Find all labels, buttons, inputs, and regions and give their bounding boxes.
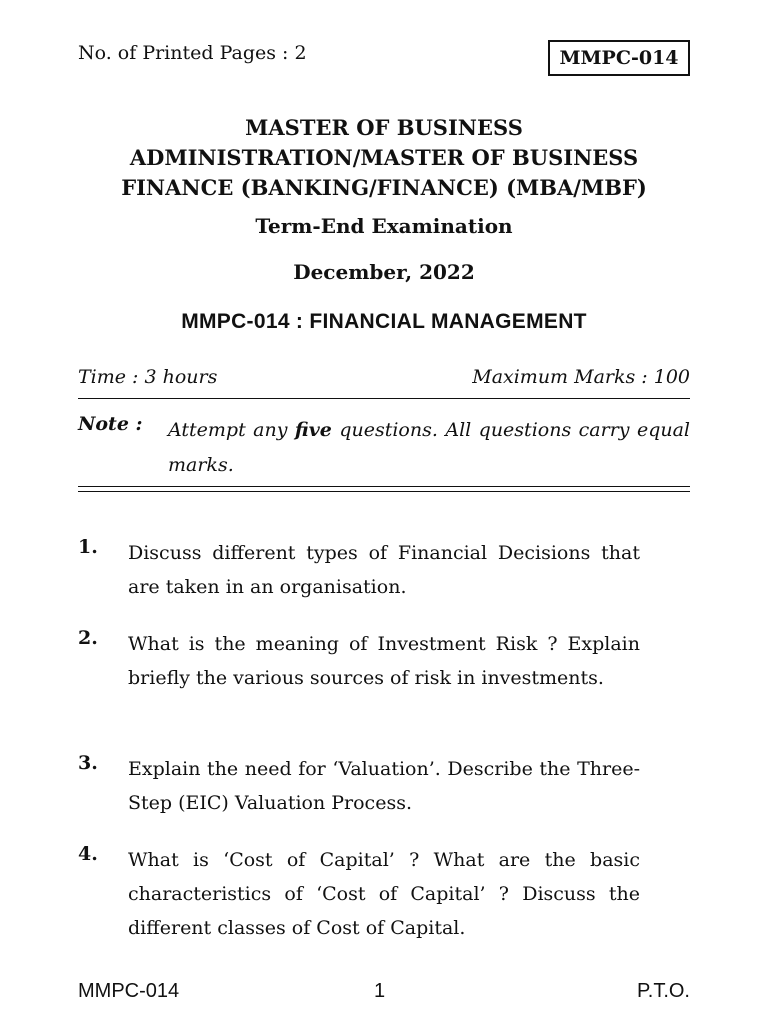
maximum-marks: Maximum Marks : 100 — [472, 366, 690, 388]
title-line: MASTER OF BUSINESS — [245, 115, 523, 140]
question-text: Discuss different types of Financial Decisions that are taken in an organisation. — [128, 542, 640, 598]
double-divider-bottom — [78, 491, 690, 492]
title-line: ADMINISTRATION/MASTER OF BUSINESS — [129, 145, 639, 170]
time-allowed: Time : 3 hours — [78, 366, 218, 388]
divider — [78, 398, 690, 399]
course-code-box — [548, 40, 690, 76]
exam-date: December, 2022 — [293, 260, 475, 284]
question-text: Explain the need for ‘Valuation’. Describe the Three-Step (EIC) Valuation Process. — [128, 758, 640, 814]
question-number: 4. — [78, 843, 98, 865]
course-code: MMPC-014 — [559, 47, 679, 69]
please-turn-over: P.T.O. — [637, 980, 690, 1002]
subject-title: MMPC-014 : FINANCIAL MANAGEMENT — [181, 310, 587, 333]
footer-course-code: MMPC-014 — [78, 980, 180, 1002]
programme-title — [78, 113, 690, 203]
title-line: FINANCE (BANKING/FINANCE) (MBA/MBF) — [121, 175, 647, 200]
question-number: 2. — [78, 627, 98, 649]
question-number: 1. — [78, 536, 98, 558]
printed-pages-count: No. of Printed Pages : 2 — [78, 42, 307, 64]
note-text — [168, 413, 690, 483]
note-emphasis: five — [294, 419, 332, 441]
question-number: 3. — [78, 752, 98, 774]
note-text-start: Attempt any — [168, 419, 288, 441]
question-text: What is ‘Cost of Capital’ ? What are the basic characteristics of ‘Cost of Capital’ ? Discuss the different classes of Cost of Capital. — [128, 849, 640, 939]
page-number: 1 — [374, 980, 386, 1002]
question-text: What is the meaning of Investment Risk ? Explain briefly the various sources of risk in investments. — [128, 633, 640, 689]
exam-name: Term-End Examination — [255, 214, 513, 238]
note-label: Note : — [78, 413, 143, 435]
double-divider-top — [78, 486, 690, 487]
note-text-end: questions. All questions carry equal marks. — [168, 419, 690, 476]
